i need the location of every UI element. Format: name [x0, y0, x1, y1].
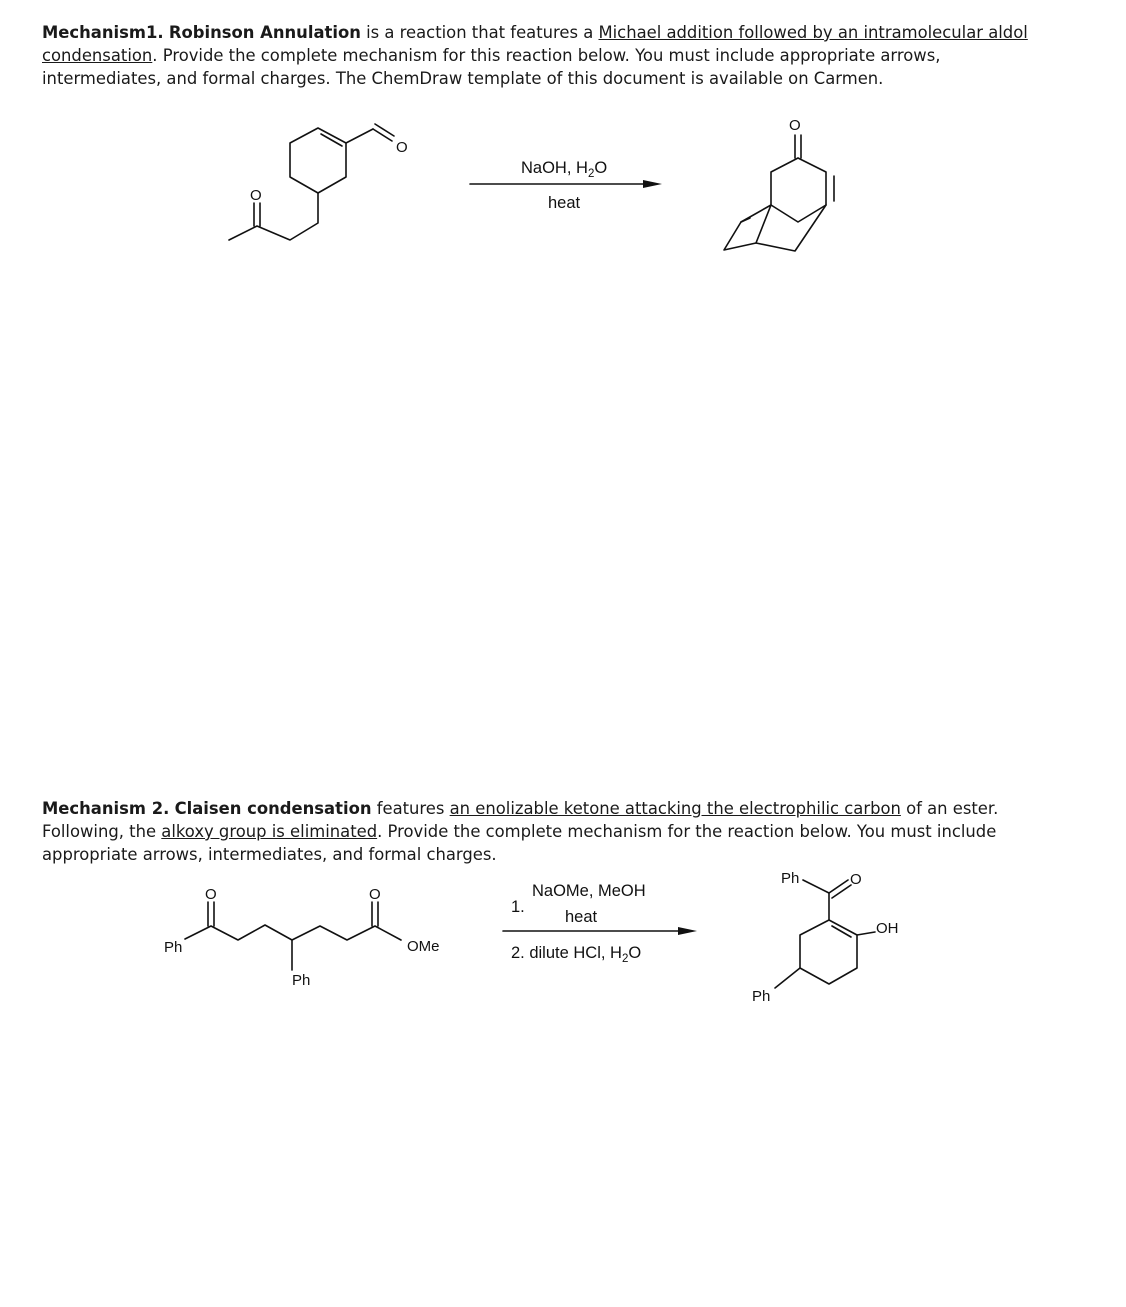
mechanism1-text-a: is a reaction that features a: [360, 23, 599, 42]
mechanism1-name: Robinson Annulation: [168, 23, 361, 42]
product-ph-bottom: Ph: [752, 988, 771, 1005]
mechanism2-text-c: . Provide the complete mechanism for the reaction below. You must include appropriate arrows, intermediates, and formal charges.: [42, 822, 997, 864]
step2-label: 2. dilute HCl, $H_2O$: [511, 944, 642, 965]
mechanism1-reagent-line2: heat: [548, 194, 581, 212]
mechanism1-title: Mechanism1.: [42, 23, 164, 42]
mechanism2-text-a: features: [371, 799, 450, 818]
step1-line1: NaOMe, MeOH: [532, 882, 646, 900]
product-hydroxyl: OH: [876, 920, 899, 937]
mechanism2-underlined-1: an enolizable ketone attacking the electrophilic carbon: [449, 799, 901, 818]
reaction-arrow-2: [503, 882, 697, 965]
reactant-ph-left: Ph: [164, 939, 183, 956]
mechanism2-text-b: of an ester. Following, the: [42, 799, 999, 841]
ketone-oxygen-2: O: [205, 886, 217, 903]
mechanism1-underlined: Michael addition followed by an intramolecular aldol condensation: [42, 23, 1028, 65]
mechanism2-title: Mechanism 2.: [42, 799, 170, 818]
mechanism2-underlined-2: alkoxy group is eliminated: [161, 822, 378, 841]
claisen-scheme: [0, 860, 1126, 1020]
product-1: [724, 117, 834, 251]
ester-oxygen: O: [369, 886, 381, 903]
ketone-oxygen-label: O: [250, 187, 262, 204]
product-oxygen-label: O: [789, 117, 801, 134]
reactant-2: [164, 886, 440, 989]
reactant-1: [229, 124, 408, 240]
reaction-arrow-1: [470, 159, 662, 212]
mechanism2-paragraph: [42, 797, 1042, 866]
mechanism2-name: Claisen condensation: [174, 799, 372, 818]
step1-line2: heat: [565, 908, 598, 926]
product-2: [752, 870, 899, 1005]
step1-number: 1.: [511, 898, 525, 916]
aldehyde-oxygen-label: O: [396, 139, 408, 156]
product-ph-top: Ph: [781, 870, 800, 887]
ester-ome-label: OMe: [407, 938, 440, 955]
mechanism1-text-b: . Provide the complete mechanism for this reaction below. You must include appropriate arrows, intermediates, and formal charges. The ChemDraw template of this document is available on Carmen.: [42, 46, 941, 88]
mechanism1-reagent-line1: NaOH, $H_2O$: [521, 159, 608, 180]
product-carbonyl-oxygen: O: [850, 871, 862, 888]
reactant-ph-branch: Ph: [292, 972, 311, 989]
robinson-scheme: [0, 0, 1126, 280]
